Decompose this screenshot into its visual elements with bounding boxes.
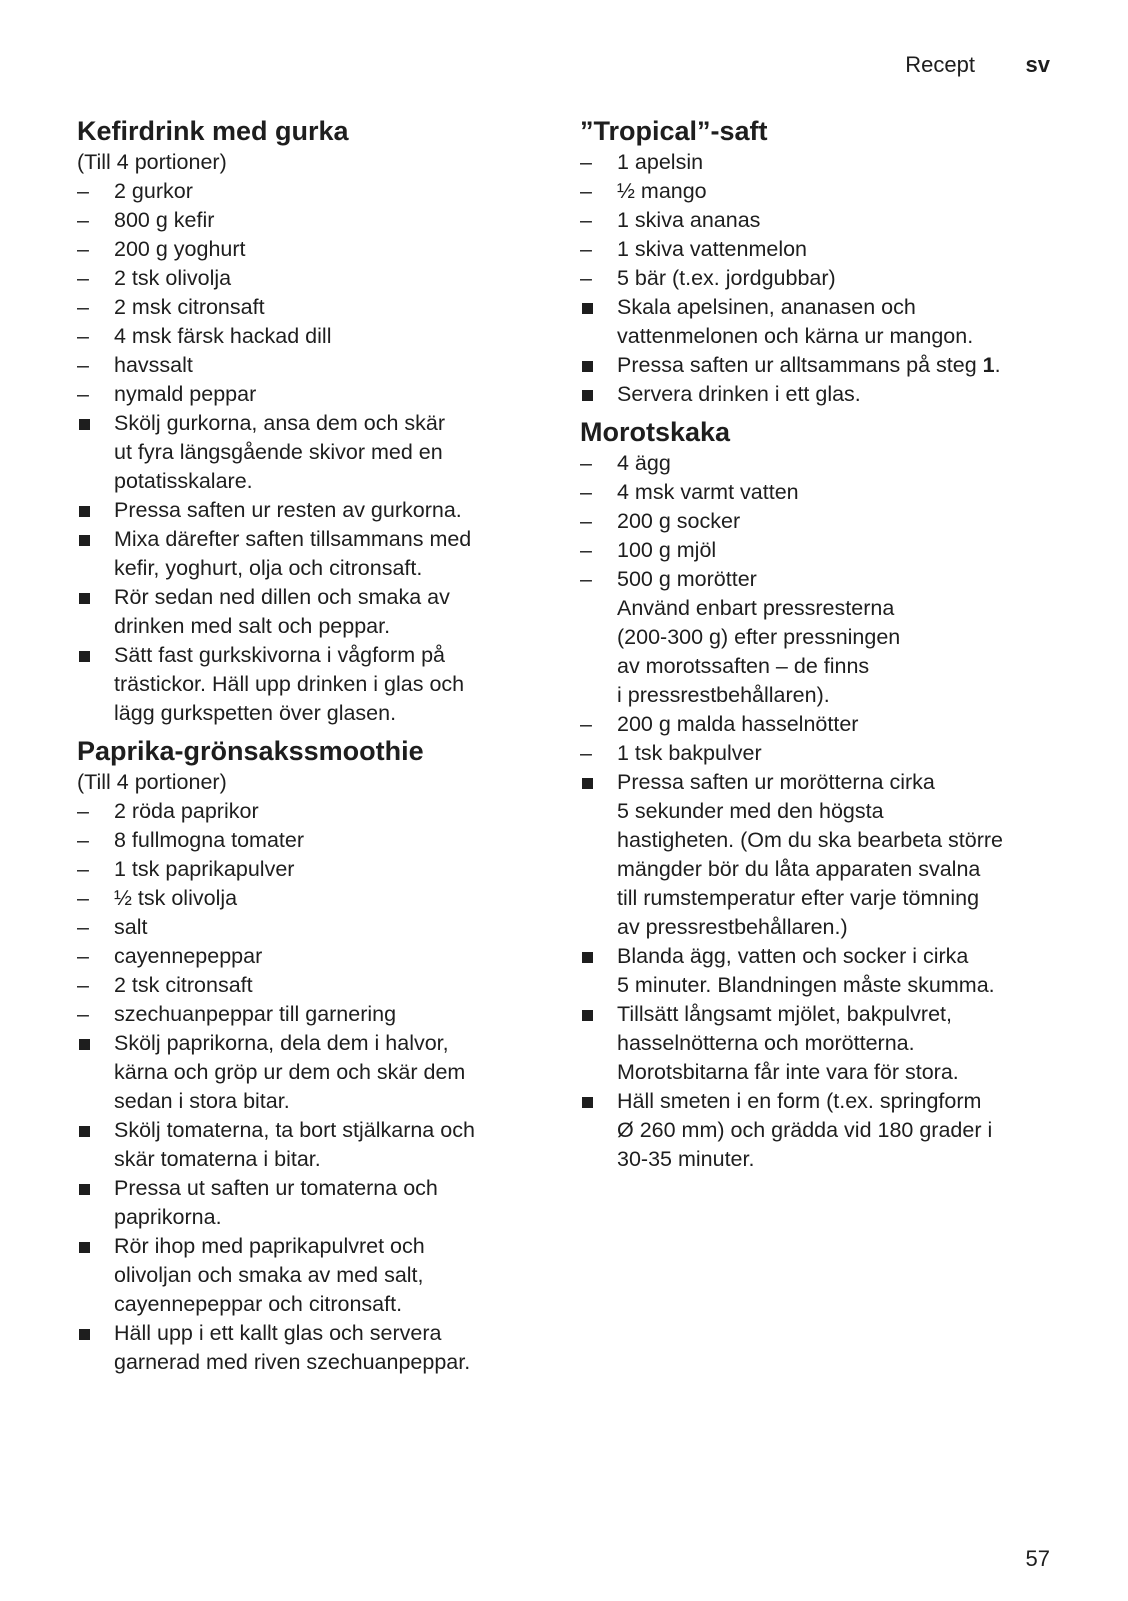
step-item: Skölj paprikorna, dela dem i halvor, kärna och gröp ur dem och skär dem sedan i stora bitar. xyxy=(114,1031,466,1113)
dash-bullet xyxy=(77,797,107,826)
ingredient-item: – ½ mango xyxy=(580,177,1050,206)
dash-bullet xyxy=(77,380,107,409)
recipe-title: ”Tropical”-saft xyxy=(580,116,768,146)
step-item: Skala apelsinen, ananasen och vattenmelonen och kärna ur mangon. xyxy=(617,295,974,348)
ingredient-item: – 2 msk citronsaft xyxy=(77,293,527,322)
ingredient-item: – 1 apelsin xyxy=(580,148,1050,177)
right-column xyxy=(580,114,1050,1180)
ingredient-item: – nymald peppar xyxy=(77,380,527,409)
dash-bullet xyxy=(580,565,610,594)
dash-bullet xyxy=(77,177,107,206)
step-item: Häll smeten i en form (t.ex. springform Ø 260 mm) och grädda vid 180 grader i 30-35 minuter. xyxy=(617,1089,993,1171)
step-item: Mixa därefter saften tillsammans med kefir, yoghurt, olja och citronsaft. xyxy=(114,527,472,580)
ingredient-list xyxy=(580,449,1050,1174)
ingredient-item: – 2 tsk citronsaft xyxy=(77,971,527,1000)
ingredient-item: – ½ tsk olivolja xyxy=(77,884,527,913)
ingredient-item: – 8 fullmogna tomater xyxy=(77,826,527,855)
ingredient-item: – havssalt xyxy=(77,351,527,380)
recipe-portions: (Till 4 portioner) xyxy=(77,150,227,174)
dash-bullet xyxy=(580,739,610,768)
step-item: Rör sedan ned dillen och smaka av drinken med salt och peppar. xyxy=(114,585,450,638)
dash-bullet xyxy=(77,913,107,942)
step-item: Rör ihop med paprikapulvret och olivoljan och smaka av med salt, cayennepeppar och citronsaft. xyxy=(114,1234,425,1316)
step-reference: 1 xyxy=(982,353,995,377)
section-label: Recept xyxy=(905,52,975,77)
dash-bullet xyxy=(77,855,107,884)
dash-bullet xyxy=(77,351,107,380)
recipe-title: Kefirdrink med gurka xyxy=(77,116,349,146)
ingredient-list xyxy=(77,177,527,728)
ingredient-item: – salt xyxy=(77,913,527,942)
dash-bullet xyxy=(580,264,610,293)
ingredient-item: – 1 skiva vattenmelon xyxy=(580,235,1050,264)
dash-bullet xyxy=(580,235,610,264)
dash-bullet xyxy=(580,536,610,565)
ingredient-item: – 200 g socker xyxy=(580,507,1050,536)
step-item: Sätt fast gurkskivorna i vågform på trästickor. Häll upp drinken i glas och lägg gurkspetten över glasen. xyxy=(114,643,465,725)
ingredient-item: – 5 bär (t.ex. jordgubbar) xyxy=(580,264,1050,293)
step-item: Blanda ägg, vatten och socker i cirka 5 minuter. Blandningen måste skumma. xyxy=(617,944,995,997)
dash-bullet xyxy=(580,449,610,478)
recipe-title: Morotskaka xyxy=(580,417,731,447)
ingredient-list xyxy=(580,148,1050,409)
dash-bullet xyxy=(77,235,107,264)
ingredient-list xyxy=(77,797,527,1377)
ingredient-item: – 200 g malda hasselnötter xyxy=(580,710,1050,739)
ingredient-item: – 2 gurkor xyxy=(77,177,527,206)
ingredient-item: – 100 g mjöl xyxy=(580,536,1050,565)
ingredient-item: – 4 msk färsk hackad dill xyxy=(77,322,527,351)
language-code: sv xyxy=(1025,52,1050,77)
step-item: Tillsätt långsamt mjölet, bakpulvret, hasselnötterna och morötterna. Morotsbitarna får inte vara för stora. xyxy=(617,1002,959,1084)
dash-bullet xyxy=(580,148,610,177)
dash-bullet xyxy=(77,1000,107,1029)
dash-bullet xyxy=(77,942,107,971)
dash-bullet xyxy=(580,206,610,235)
step-item: Pressa saften ur resten av gurkorna. xyxy=(114,498,462,522)
step-item: Pressa saften ur alltsammans på steg 1. xyxy=(617,353,1001,377)
ingredient-item: – 4 msk varmt vatten xyxy=(580,478,1050,507)
recipe-kefir xyxy=(77,114,527,728)
ingredient-item: – 200 g yoghurt xyxy=(77,235,527,264)
ingredient-item: – 1 tsk bakpulver xyxy=(580,739,1050,768)
dash-bullet xyxy=(77,206,107,235)
dash-bullet xyxy=(77,884,107,913)
ingredient-item: – 500 g morötter xyxy=(580,565,1050,594)
dash-bullet xyxy=(580,507,610,536)
step-item: Pressa saften ur morötterna cirka 5 sekunder med den högsta hastigheten. (Om du ska bearbeta större mängder bör du låta apparaten svalna till rumstemperatur efter varje tömning av pressrestbehållaren.) xyxy=(617,770,1004,939)
step-item: Servera drinken i ett glas. xyxy=(617,382,861,406)
recipe-morotskaka xyxy=(580,415,1050,1174)
ingredient-item: – 4 ägg xyxy=(580,449,1050,478)
ingredient-note: Använd enbart pressresterna (200-300 g) efter pressningen av morotssaften – de finns i pressrestbehållaren). xyxy=(617,596,901,707)
step-item: Häll upp i ett kallt glas och servera garnerad med riven szechuanpeppar. xyxy=(114,1321,471,1374)
step-item: Pressa ut saften ur tomaterna och paprikorna. xyxy=(114,1176,438,1229)
recipe-tropical xyxy=(580,114,1050,409)
ingredient-item: – 1 skiva ananas xyxy=(580,206,1050,235)
step-item: Skölj tomaterna, ta bort stjälkarna och skär tomaterna i bitar. xyxy=(114,1118,475,1171)
dash-bullet xyxy=(77,322,107,351)
ingredient-item: – 2 röda paprikor xyxy=(77,797,527,826)
recipe-title: Paprika-grönsakssmoothie xyxy=(77,736,424,766)
recipe-portions: (Till 4 portioner) xyxy=(77,770,227,794)
dash-bullet xyxy=(77,264,107,293)
dash-bullet xyxy=(77,971,107,1000)
ingredient-item: – cayennepeppar xyxy=(77,942,527,971)
dash-bullet xyxy=(580,177,610,206)
step-item: Skölj gurkorna, ansa dem och skär ut fyra längsgående skivor med en potatisskalare. xyxy=(114,411,446,493)
ingredient-item: – 1 tsk paprikapulver xyxy=(77,855,527,884)
ingredient-item: – 2 tsk olivolja xyxy=(77,264,527,293)
page-header xyxy=(0,52,1050,82)
ingredient-item: – 800 g kefir xyxy=(77,206,527,235)
ingredient-item: – szechuanpeppar till garnering xyxy=(77,1000,527,1029)
dash-bullet xyxy=(580,478,610,507)
recipe-paprika xyxy=(77,734,527,1377)
dash-bullet xyxy=(77,826,107,855)
dash-bullet xyxy=(77,293,107,322)
left-column xyxy=(77,114,527,1383)
page-number: 57 xyxy=(1025,1546,1050,1571)
dash-bullet xyxy=(580,710,610,739)
